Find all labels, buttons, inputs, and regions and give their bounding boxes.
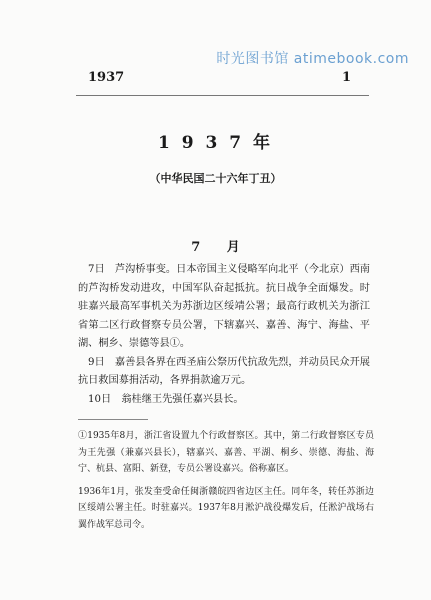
footnote-2: 1936年1月，张发奎受命任闽浙赣皖四省边区主任。同年冬，转任苏浙边区绥靖公署主任。时驻嘉兴。1937年8月淞沪战役爆发后，任淞沪战场右翼作战军总司令。 bbox=[78, 486, 374, 530]
footnote-rule bbox=[78, 419, 148, 420]
footnotes bbox=[78, 428, 374, 539]
entry-july-9: 9日 嘉善县各界在西圣庙公祭历代抗敌先烈，并动员民众开展抗日救国募捐活动，各界捐款逾万元。 bbox=[78, 356, 370, 386]
page-number: 1 bbox=[341, 70, 351, 85]
chronicle-entries bbox=[78, 261, 370, 409]
running-head bbox=[88, 70, 351, 86]
footnote-1: ①1935年8月，浙江省设置九个行政督察区。其中，第二行政督察区专员为王先强（兼嘉兴县长），辖嘉兴、嘉善、平湖、桐乡、崇德、海盐、海宁、杭县、富阳、新登，专员公署设嘉兴。俗称嘉区。 bbox=[78, 431, 374, 474]
year-subtitle: （中华民国二十六年丁丑） bbox=[149, 172, 282, 185]
month-heading: 7 月 bbox=[191, 240, 240, 255]
entry-july-7: 7日 芦沟桥事变。日本帝国主义侵略军向北平（今北京）西南的芦沟桥发动进攻，中国军队奋起抵抗。抗日战争全面爆发。时驻嘉兴最高军事机关为苏浙边区绥靖公署；最高行政机关为浙江省第二区行政督察专员公署，下辖嘉兴、嘉善、海宁、海盐、平湖、桐乡、崇德等县①。 bbox=[78, 264, 370, 349]
running-head-year: 1937 bbox=[88, 70, 125, 85]
watermark: 时光图书馆 atimebook.com bbox=[216, 51, 409, 67]
entry-july-10: 10日 翁桂继王先强任嘉兴县长。 bbox=[88, 393, 244, 405]
header-rule bbox=[76, 95, 369, 96]
year-title: 1 9 3 7 年 bbox=[158, 133, 273, 153]
